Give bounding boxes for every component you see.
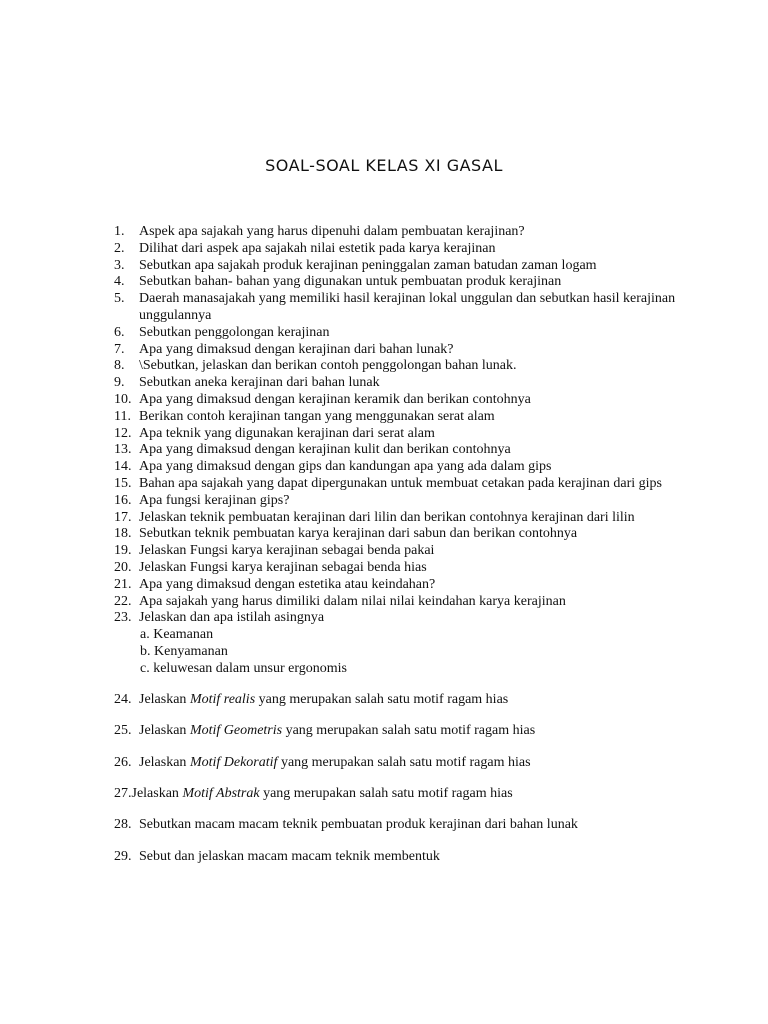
page-title: SOAL-SOAL KELAS XI GASAL [265,156,503,175]
question-item: 3. Sebutkan apa sajakah produk kerajinan peninggalan zaman batudan zaman logam [114,257,597,273]
question-item: 8. \Sebutkan, jelaskan dan berikan contoh penggolongan bahan lunak. [114,358,517,374]
question-list [114,224,694,865]
question-item: 27. Jelaskan Motif Abstrak yang merupakan salah satu motif ragam hias [114,785,513,801]
question-item: 26. Jelaskan Motif Dekoratif yang merupakan salah satu motif ragam hias [114,754,531,770]
question-item: 20. Jelaskan Fungsi karya kerajinan sebagai benda hias [114,559,427,575]
question-item: 17. Jelaskan teknik pembuatan kerajinan dari lilin dan berikan contohnya kerajinan dari lilin [114,509,635,525]
question-item: 13. Apa yang dimaksud dengan kerajinan kulit dan berikan contohnya [114,442,511,458]
question-item: 9. Sebutkan aneka kerajinan dari bahan lunak [114,375,380,391]
question-item: 24. Jelaskan Motif realis yang merupakan salah satu motif ragam hias [114,692,509,708]
question-item: 16. Apa fungsi kerajinan gips? [114,492,290,508]
sub-item: a. Keamanan [140,627,214,643]
question-item: 7. Apa yang dimaksud dengan kerajinan dari bahan lunak? [114,341,454,357]
question-item: 1. Aspek apa sajakah yang harus dipenuhi dalam pembuatan kerajinan? [114,224,525,239]
question-item: 11. Berikan contoh kerajinan tangan yang menggunakan serat alam [114,408,495,424]
sub-item: c. keluwesan dalam unsur ergonomis [140,660,347,676]
question-item: 2. Dilihat dari aspek apa sajakah nilai estetik pada karya kerajinan [114,240,496,256]
question-item: 15. Bahan apa sajakah yang dapat dipergunakan untuk membuat cetakan pada kerajinan dari gips [114,475,662,491]
question-item: 14. Apa yang dimaksud dengan gips dan kandungan apa yang ada dalam gips [114,459,552,475]
question-item: 5. Daerah manasajakah yang memiliki hasil kerajinan lokal unggulan dan sebutkan hasil kerajinan unggulannya [114,291,676,323]
question-item: 18. Sebutkan teknik pembuatan karya kerajinan dari sabun dan berikan contohnya [114,526,578,542]
sub-item: b. Kenyamanan [140,643,228,659]
question-item: 23. Jelaskan dan apa istilah asingnya [114,610,325,626]
question-item: 21. Apa yang dimaksud dengan estetika atau keindahan? [114,576,436,592]
question-item: 12. Apa teknik yang digunakan kerajinan dari serat alam [114,425,435,441]
question-item: 6. Sebutkan penggolongan kerajinan [114,324,330,340]
question-item: 4. Sebutkan bahan- bahan yang digunakan untuk pembuatan produk kerajinan [114,274,562,290]
question-item: 19. Jelaskan Fungsi karya kerajinan sebagai benda pakai [114,543,435,559]
question-item: 10. Apa yang dimaksud dengan kerajinan keramik dan berikan contohnya [114,391,531,407]
question-item: 22. Apa sajakah yang harus dimiliki dalam nilai nilai keindahan karya kerajinan [114,593,566,609]
question-item: 29. Sebut dan jelaskan macam macam teknik membentuk [114,848,440,864]
question-item: 28. Sebutkan macam macam teknik pembuatan produk kerajinan dari bahan lunak [114,817,578,833]
question-item: 25. Jelaskan Motif Geometris yang merupakan salah satu motif ragam hias [114,723,536,739]
